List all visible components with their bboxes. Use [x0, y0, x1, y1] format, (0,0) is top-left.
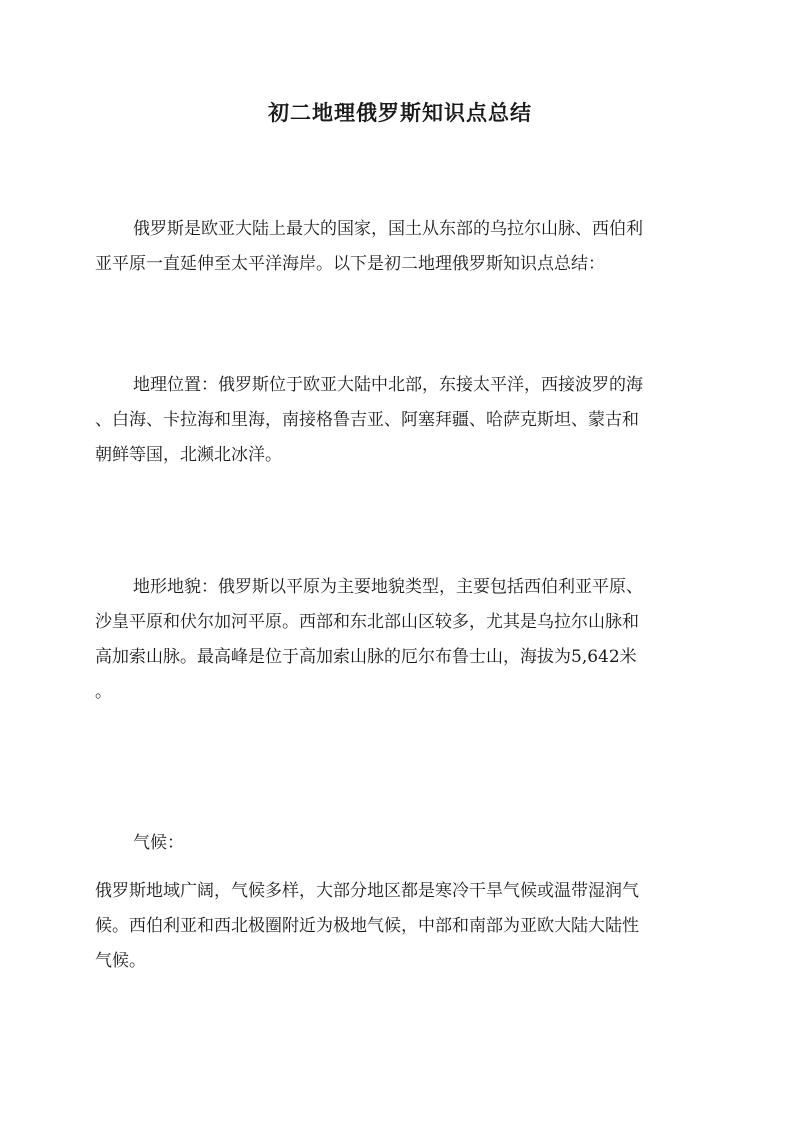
document-title: 初二地理俄罗斯知识点总结 — [268, 100, 532, 125]
text-line: 地形地貌：俄罗斯以平原为主要地貌类型，主要包括西伯利亚平原、 — [133, 577, 643, 597]
location-paragraph — [95, 368, 707, 473]
text-line: 俄罗斯地域广阔，气候多样，大部分地区都是寒冷干旱气候或温带湿润气 — [95, 881, 639, 901]
terrain-paragraph — [95, 570, 707, 710]
text-line: 。 — [95, 682, 112, 702]
text-line: 地理位置：俄罗斯位于欧亚大陆中北部，东接太平洋，西接波罗的海 — [133, 375, 643, 395]
text-line: 气候。 — [95, 951, 146, 971]
climate-heading — [95, 826, 707, 861]
climate-label: 气候： — [133, 833, 184, 853]
text-line: 高加索山脉。最高峰是位于高加索山脉的厄尔布鲁士山，海拔为5,642米 — [95, 647, 637, 667]
text-line: 沙皇平原和伏尔加河平原。西部和东北部山区较多，尤其是乌拉尔山脉和 — [95, 612, 639, 632]
text-line: 候。西伯利亚和西北极圈附近为极地气候，中部和南部为亚欧大陆大陆性 — [95, 916, 639, 936]
text-line: 俄罗斯是欧亚大陆上最大的国家，国土从东部的乌拉尔山脉、西伯利 — [133, 219, 643, 239]
text-line: 朝鲜等国，北濒北冰洋。 — [95, 445, 282, 465]
text-line: 、白海、卡拉海和里海，南接格鲁吉亚、阿塞拜疆、哈萨克斯坦、蒙古和 — [95, 410, 639, 430]
text-line: 亚平原一直延伸至太平洋海岸。以下是初二地理俄罗斯知识点总结： — [95, 254, 605, 274]
intro-paragraph — [95, 212, 707, 282]
climate-paragraph — [95, 874, 707, 979]
